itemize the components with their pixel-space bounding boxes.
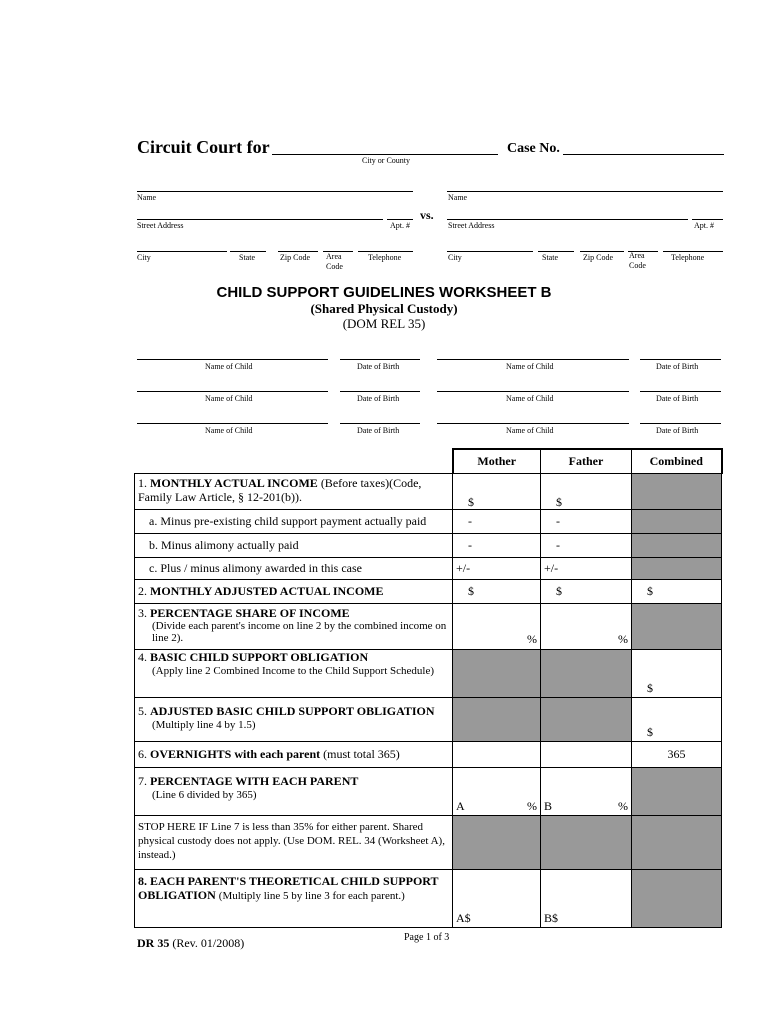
row6-number: 6. [138,747,147,761]
minus-sign: - [468,538,472,552]
child-name-caption: Name of Child [205,394,253,403]
row1c-mother-input[interactable] [453,557,541,579]
row1a-label: a. Minus pre-existing child support payment actually paid [135,509,453,533]
row1-mother-input[interactable] [453,473,541,509]
shaded-cell [632,557,722,579]
party2-city-caption: City [448,253,462,262]
party1-apt-caption: Apt. # [390,221,410,230]
shaded-cell [632,533,722,557]
court-label: Circuit Court for [137,137,270,157]
row7-mother-input[interactable] [453,767,541,815]
form-revision: (Rev. 01/2008) [172,936,245,950]
col-father: Father [541,449,632,473]
form-id: DR 35 [137,936,170,950]
dollar-sign: $ [556,584,562,598]
shaded-cell [632,603,722,649]
shaded-cell [632,815,722,869]
versus-label: vs. [420,208,434,222]
row5-label [135,697,453,741]
dollar-sign: $ [647,584,653,598]
row7-father-input[interactable] [541,767,632,815]
case-number-field[interactable] [563,154,724,155]
party1-zip-field[interactable] [278,251,318,252]
row8-title: EACH PARENT'S THEORETICAL CHILD SUPPORT OBLIGATION [138,873,439,902]
child-dob-caption: Date of Birth [656,362,699,371]
page-number: Page 1 of 3 [404,932,450,943]
child-dob-field[interactable] [340,391,420,392]
parent-b-label: B [544,798,553,813]
child-dob-field[interactable] [340,423,420,424]
child-dob-caption: Date of Birth [357,426,400,435]
child-dob-caption: Date of Birth [357,394,400,403]
child-name-field[interactable] [137,359,328,360]
plus-minus-sign: +/- [544,561,559,575]
child-dob-caption: Date of Birth [656,426,699,435]
percent-sign: % [527,631,537,646]
child-name-field[interactable] [437,423,629,424]
party2-street-caption: Street Address [448,221,495,230]
row2-combined-input[interactable] [632,579,722,603]
form-reference: (DOM REL 35) [342,316,426,331]
row3-father-input[interactable] [541,603,632,649]
row5-combined-input[interactable] [632,697,722,741]
row1b-label: b. Minus alimony actually paid [135,533,453,557]
row1b-father-input[interactable] [541,533,632,557]
shaded-cell [541,697,632,741]
row2-title: MONTHLY ADJUSTED ACTUAL INCOME [150,584,384,598]
row8-number: 8. [138,873,147,888]
row4-title: BASIC CHILD SUPPORT OBLIGATION [150,649,369,664]
party2-street-field[interactable] [447,219,688,220]
child-name-field[interactable] [137,391,328,392]
minus-sign: - [468,514,472,528]
row4-number: 4. [138,649,147,664]
party2-phone-field[interactable] [663,251,723,252]
party1-apt-field[interactable] [387,219,413,220]
row2-label [135,579,453,603]
row3-number: 3. [138,605,147,620]
child-name-caption: Name of Child [205,362,253,371]
parent-a-label: A [456,798,465,813]
child-dob-field[interactable] [640,359,721,360]
shaded-cell [541,815,632,869]
row6-combined-value [632,741,722,767]
row2-father-input[interactable] [541,579,632,603]
row5-title: ADJUSTED BASIC CHILD SUPPORT OBLIGATION [150,703,435,718]
shaded-cell [632,473,722,509]
row1a-father-input[interactable] [541,509,632,533]
party1-state-caption: State [239,253,255,262]
party2-apt-field[interactable] [692,219,723,220]
child-name-caption: Name of Child [506,426,554,435]
percent-sign: % [618,631,628,646]
party1-city-field[interactable] [137,251,227,252]
row1a-mother-input[interactable] [453,509,541,533]
row8-description: (Multiply line 5 by line 3 for each parent.) [218,889,405,902]
dollar-sign: $ [468,584,474,598]
shaded-cell [632,767,722,815]
city-county-caption: City or County [362,156,411,165]
party2-phone-caption: Telephone [671,253,705,262]
row7-label [135,767,453,815]
minus-sign: - [556,514,560,528]
row6-father-input[interactable] [541,741,632,767]
plus-minus-sign: +/- [456,561,471,575]
row4-description: (Apply line 2 Combined Income to the Child Support Schedule) [152,664,434,677]
dollar-sign: $ [647,680,653,695]
col-mother: Mother [453,449,541,473]
party2-apt-caption: Apt. # [694,221,714,230]
parent-b-amount: B$ [544,910,559,925]
row8-label [135,869,453,927]
dollar-sign: $ [556,494,562,509]
case-number-label: Case No. [507,141,560,156]
child-dob-field[interactable] [340,359,420,360]
row1c-label: c. Plus / minus alimony awarded in this case [135,557,453,579]
party1-city-caption: City [137,253,151,262]
worksheet-table [134,448,723,928]
child-name-caption: Name of Child [506,394,554,403]
row7-description: (Line 6 divided by 365) [152,788,257,801]
court-city-field[interactable] [272,154,498,155]
row5-number: 5. [138,703,147,718]
party1-street-field[interactable] [137,219,383,220]
overnights-total: 365 [667,747,686,761]
party2-state-caption: State [542,253,558,262]
party1-name-field[interactable] [137,191,413,192]
row1-title: MONTHLY ACTUAL INCOME [150,475,318,490]
shaded-cell [453,697,541,741]
party2-area-caption: Area Code [629,251,646,270]
party1-name-caption: Name [137,193,157,202]
parent-a-amount: A$ [456,910,471,925]
minus-sign: - [556,538,560,552]
row6-description: (must total 365) [323,747,400,761]
row5-description: (Multiply line 4 by 1.5) [152,718,256,731]
child-dob-caption: Date of Birth [357,362,400,371]
party2-name-caption: Name [448,193,468,202]
party2-zip-field[interactable] [580,251,624,252]
shaded-cell [632,509,722,533]
child-name-field[interactable] [137,423,328,424]
stop-instruction: STOP HERE IF Line 7 is less than 35% for either parent. Shared physical custody does not apply. (Use DOM. REL. 34 (Worksheet A), instead.) [135,815,453,869]
child-name-caption: Name of Child [205,426,253,435]
party2-name-field[interactable] [447,191,723,192]
row3-mother-input[interactable] [453,603,541,649]
percent-sign: % [618,798,628,813]
party1-street-caption: Street Address [137,221,184,230]
party1-phone-field[interactable] [358,251,413,252]
row7-number: 7. [138,773,147,788]
row1b-mother-input[interactable] [453,533,541,557]
row1-description: (Before taxes)(Code, Family Law Article, § 12-201(b)). [138,475,422,504]
row3-title: PERCENTAGE SHARE OF INCOME [150,605,350,620]
worksheet-title: CHILD SUPPORT GUIDELINES WORKSHEET B [216,284,552,301]
dollar-sign: $ [647,724,653,739]
row6-title: OVERNIGHTS with each parent [150,747,321,761]
shaded-cell [453,815,541,869]
col-combined: Combined [632,449,722,473]
shaded-cell [541,649,632,697]
dollar-sign: $ [468,494,474,509]
row1-father-input[interactable] [541,473,632,509]
shaded-cell [453,649,541,697]
party2-city-field[interactable] [447,251,533,252]
row8-father-input[interactable] [541,869,632,927]
worksheet-subtitle: (Shared Physical Custody) [310,301,458,316]
child-dob-field[interactable] [640,423,721,424]
row7-title: PERCENTAGE WITH EACH PARENT [150,773,359,788]
row6-mother-input[interactable] [453,741,541,767]
party1-area-caption: Area Code [326,252,343,271]
child-dob-caption: Date of Birth [656,394,699,403]
child-name-caption: Name of Child [506,362,554,371]
party1-state-field[interactable] [230,251,266,252]
row2-mother-input[interactable] [453,579,541,603]
row4-label [135,649,453,697]
child-name-field[interactable] [437,359,629,360]
party2-zip-caption: Zip Code [583,253,613,262]
row1c-father-input[interactable] [541,557,632,579]
row2-number: 2. [138,584,147,598]
row1-number: 1. [138,475,147,490]
party2-state-field[interactable] [538,251,574,252]
child-dob-field[interactable] [640,391,721,392]
party1-phone-caption: Telephone [368,253,402,262]
row1-label [135,473,453,509]
row8-mother-input[interactable] [453,869,541,927]
row3-label [135,603,453,649]
shaded-cell [632,869,722,927]
row4-combined-input[interactable] [632,649,722,697]
percent-sign: % [527,798,537,813]
party1-zip-caption: Zip Code [280,253,310,262]
row6-label [135,741,453,767]
table-corner [135,449,453,473]
child-name-field[interactable] [437,391,629,392]
form-footer [137,936,244,951]
row3-description: (Divide each parent's income on line 2 by the combined income on line 2). [152,619,447,644]
